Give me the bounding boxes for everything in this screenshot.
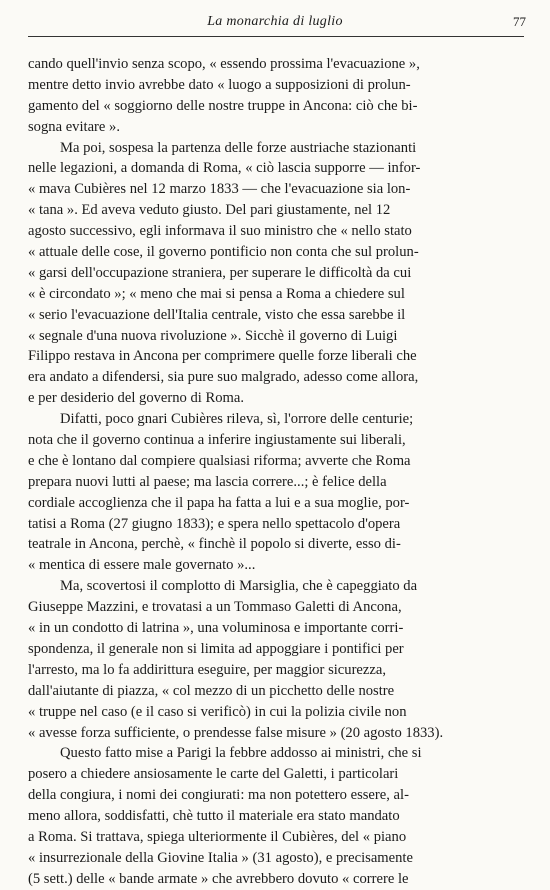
text-line: « avesse forza sufficiente, o prendesse false misure » (20 agosto 1833).	[28, 724, 444, 741]
text-line: gamento del « soggiorno delle nostre truppe in Ancona: ciò che bi-	[28, 97, 418, 114]
text-line: prepara nuovi lutti al paese; ma lascia correre...; è felice della	[28, 473, 387, 490]
paragraph-first-line: Questo fatto mise a Parigi la febbre addosso ai ministri, che si	[60, 745, 422, 762]
paragraph-first-line: Ma, scovertosi il complotto di Marsiglia, che è capeggiato da	[60, 578, 418, 595]
text-line: « serio l'evacuazione dell'Italia centrale, visto che essa sarebbe il	[28, 306, 406, 323]
running-header	[0, 14, 550, 36]
text-line: « è circondato »; « meno che mai si pensa a Roma a chiedere sul	[28, 285, 405, 302]
text-line: a Roma. Si trattava, spiega ulteriormente il Cubières, del « piano	[28, 828, 407, 845]
text-line: « in un condotto di latrina », una voluminosa e importante corri-	[28, 620, 404, 637]
text-line: e che è lontano dal compiere qualsiasi riforma; avverte che Roma	[28, 452, 411, 469]
text-line: sogna evitare ».	[28, 118, 120, 135]
text-line: « mentica di essere male governato »...	[28, 557, 256, 574]
text-line: mentre detto invio avrebbe dato « luogo a supposizioni di prolun-	[28, 76, 411, 93]
text-line: « tana ». Ed aveva veduto giusto. Del pari giustamente, nel 12	[28, 202, 391, 219]
text-line: dall'aiutante di piazza, « col mezzo di un picchetto delle nostre	[28, 682, 395, 699]
text-line: Filippo restava in Ancona per comprimere quelle forze liberali che	[28, 348, 417, 365]
page-number: 77	[513, 14, 526, 29]
text-line: nelle legazioni, a domanda di Roma, « ciò lascia supporre — infor-	[28, 160, 421, 177]
text-line: e per desiderio del governo di Roma.	[28, 390, 245, 407]
text-line: nota che il governo continua a inferire ingiustamente sui liberali,	[28, 432, 406, 449]
text-line: era andato a difendersi, sia pure suo malgrado, adesso come allora,	[28, 369, 419, 386]
text-line: « segnale d'una nuova rivoluzione ». Sicchè il governo di Luigi	[28, 327, 398, 344]
text-line: teatrale in Ancona, perchè, « finchè il popolo si diverte, esso di-	[28, 536, 401, 553]
paragraph-first-line: Difatti, poco gnari Cubières rileva, sì, l'orrore delle centurie;	[60, 411, 414, 428]
header-rule	[28, 36, 524, 37]
text-line: tatisi a Roma (27 giugno 1833); e spera nello spettacolo d'opera	[28, 515, 401, 532]
text-line: cordiale accoglienza che il papa ha fatta a lui e a sua moglie, por-	[28, 494, 410, 511]
text-line: (5 sett.) delle « bande armate » che avrebbero dovuto « correre le	[28, 870, 409, 887]
text-line: « attuale delle cose, il governo pontificio non conta che sul prolun-	[28, 244, 419, 261]
text-line: spondenza, il generale non si limita ad appoggiare i pontifici per	[28, 640, 404, 657]
text-line: « mava Cubières nel 12 marzo 1833 — che l'evacuazione sia lon-	[28, 181, 411, 198]
text-line: l'arresto, ma lo fa addirittura eseguire, per maggior sicurezza,	[28, 661, 386, 678]
text-line: « insurrezionale della Giovine Italia » (31 agosto), e precisamente	[28, 849, 413, 866]
text-line: « truppe nel caso (e il caso si verificò) in cui la polizia civile non	[28, 703, 407, 720]
text-line: agosto successivo, egli informava il suo ministro che « nello stato	[28, 223, 412, 240]
text-line: meno allora, soddisfatti, chè tutto il materiale era stato mandato	[28, 808, 400, 825]
text-line: « garsi dell'occupazione straniera, per superare le difficoltà da cui	[28, 264, 412, 281]
body-text	[28, 54, 524, 890]
text-line: della congiura, i nomi dei congiurati: ma non potettero essere, al-	[28, 787, 409, 804]
text-line: cando quell'invio senza scopo, « essendo prossima l'evacuazione »,	[28, 56, 420, 72]
text-line: posero a chiedere ansiosamente le carte del Galetti, i particolari	[28, 766, 399, 783]
paragraph-first-line: Ma poi, sospesa la partenza delle forze austriache stazionanti	[60, 139, 417, 156]
running-title: La monarchia di luglio	[207, 14, 343, 29]
text-line: Giuseppe Mazzini, e trovatasi a un Tommaso Galetti di Ancona,	[28, 599, 402, 616]
